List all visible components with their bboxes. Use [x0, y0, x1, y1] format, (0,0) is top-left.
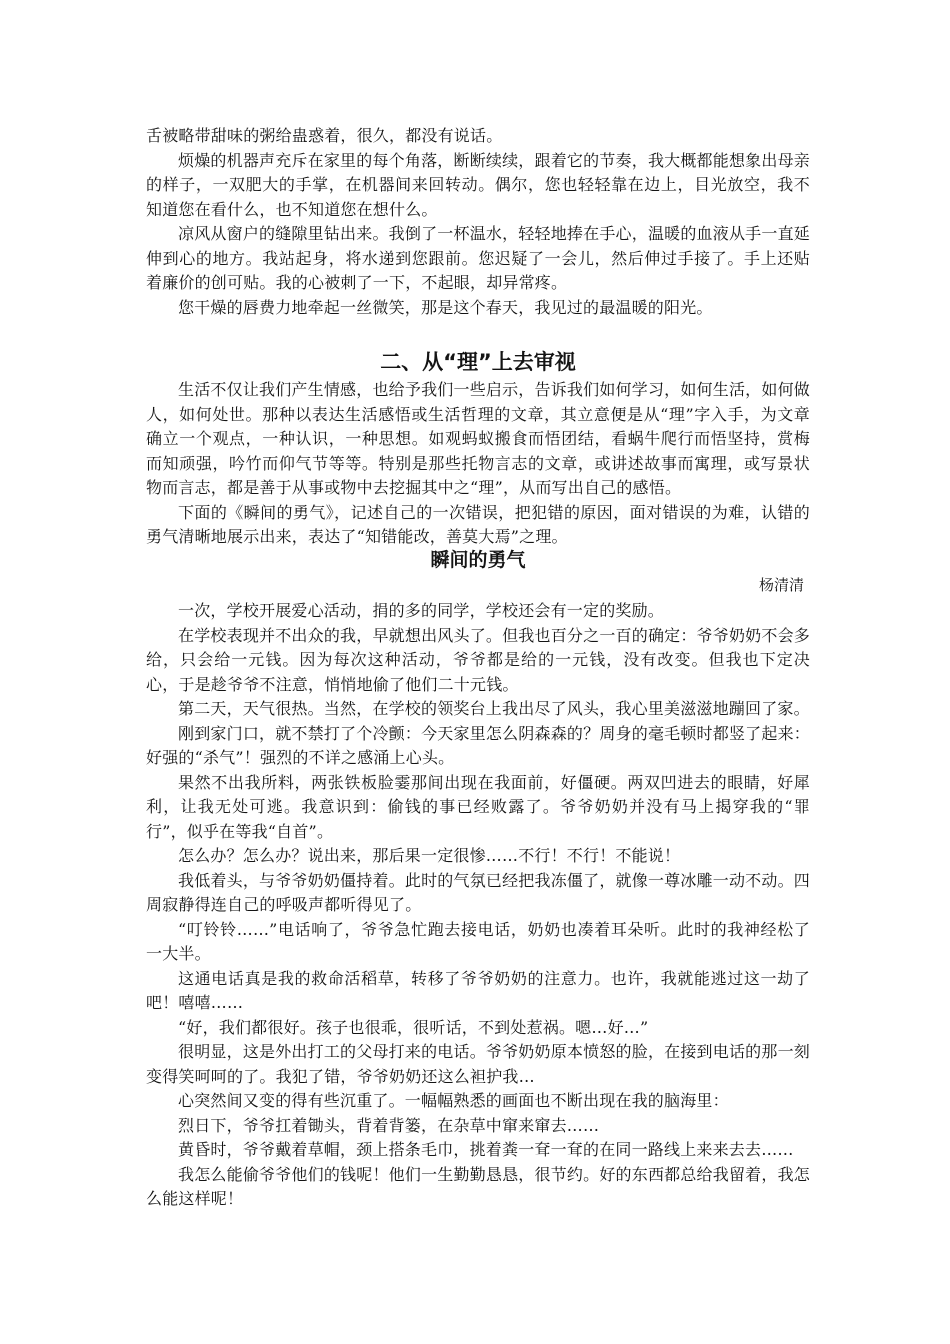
article-body: [146, 599, 810, 1212]
paragraph: 下面的《瞬间的勇气》，记述自己的一次错误，把犯错的原因，面对错误的为难，认错的勇气清晰地展示出来，表达了“知错能改，善莫大焉”之理。: [146, 502, 810, 546]
paragraph: 我低着头，与爷爷奶奶僵持着。此时的气氛已经把我冻僵了，就像一尊冰雕一动不动。四周寂静得连自己的呼吸声都听得见了。: [146, 870, 810, 914]
paragraph: 果然不出我所料，两张铁板脸霎那间出现在我面前，好僵硬。两双凹进去的眼睛，好犀利，让我无处可逃。我意识到：偷钱的事已经败露了。爷爷奶奶并没有马上揭穿我的“罪行”，似乎在等我“自首”。: [146, 772, 810, 841]
paragraph: 心突然间又变的得有些沉重了。一幅幅熟悉的画面也不断出现在我的脑海里：: [178, 1091, 729, 1110]
paragraph: 很明显，这是外出打工的父母打来的电话。爷爷奶奶原本愤怒的脸，在接到电话的那一刻变得笑呵呵的了。我犯了错，爷爷奶奶还这么袒护我…: [146, 1042, 810, 1086]
essay-excerpt: [146, 124, 810, 320]
paragraph: 舌被略带甜味的粥给蛊惑着，很久，都没有说话。: [146, 126, 503, 145]
paragraph: 生活不仅让我们产生情感，也给予我们一些启示，告诉我们如何学习，如何生活，如何做人，如何处世。那种以表达生活感悟或生活哲理的文章，其立意便是从“理”字入手，为文章确立一个观点，一种认识，一种思想。如观蚂蚁搬食而悟团结，看蜗牛爬行而悟坚持，赏梅而知顽强，吟竹而仰气节等等。特别是那些托物言志的文章，或讲述故事而寓理，或写景状物而言志，都是善于从事或物中去挖掘其中之“理”，从而写出自己的感悟。: [146, 380, 810, 497]
section-body: [146, 378, 810, 550]
paragraph: 第二天，天气很热。当然，在学校的领奖台上我出尽了风头，我心里美滋滋地蹦回了家。: [178, 699, 810, 718]
paragraph: 凉风从窗户的缝隙里钻出来。我倒了一杯温水，轻轻地捧在手心，温暖的血液从手一直延伸到心的地方。我站起身，将水递到您跟前。您迟疑了一会儿，然后伸过手接了。手上还贴着廉价的创可贴。我的心被刺了一下，不起眼，却异常疼。: [146, 224, 810, 292]
paragraph: 一次，学校开展爱心活动，捐的多的同学，学校还会有一定的奖励。: [178, 601, 665, 620]
article-title: 瞬间的勇气: [430, 549, 526, 571]
article-author: 杨清清: [758, 576, 804, 594]
paragraph: 这通电话真是我的救命活稻草，转移了爷爷奶奶的注意力。也许，我就能逃过这一劫了吧！嘻嘻……: [146, 968, 810, 1012]
paragraph: 烈日下，爷爷扛着锄头，背着背篓，在杂草中窜来窜去……: [178, 1115, 600, 1135]
paragraph: 我怎么能偷爷爷他们的钱呢！他们一生勤勤恳恳，很节约。好的东西都总给我留着，我怎么能这样呢！: [146, 1164, 810, 1208]
section-heading: 二、从“理”上去审视: [380, 350, 576, 374]
paragraph: 您干燥的唇费力地牵起一丝微笑，那是这个春天，我见过的最温暖的阳光。: [178, 297, 713, 317]
paragraph: 刚到家门口，就不禁打了个冷颤：今天家里怎么阴森森的？周身的毫毛顿时都竖了起来：好强的“杀气”！强烈的不详之感涌上心头。: [146, 723, 810, 767]
paragraph: “好，我们都很好。孩子也很乖，很听话，不到处惹祸。嗯…好…”: [178, 1017, 649, 1037]
paragraph: 怎么办？怎么办？说出来，那后果一定很惨……不行！不行！不能说！: [178, 846, 681, 865]
paragraph: 黄昏时，爷爷戴着草帽，颈上搭条毛巾，挑着粪一耷一耷的在同一路线上来来去去……: [178, 1140, 794, 1159]
paragraph: 烦燥的机器声充斥在家里的每个角落，断断续续，跟着它的节奏，我大概都能想象出母亲的样子，一双肥大的手掌，在机器间来回转动。偶尔，您也轻轻靠在边上，目光放空，我不知道您在看什么，也不知道您在想什么。: [146, 150, 810, 219]
paragraph: 在学校表现并不出众的我，早就想出风头了。但我也百分之一百的确定：爷爷奶奶不会多给，只会给一元钱。因为每次这种活动，爷爷都是给的一元钱，没有改变。但我也下定决心，于是趁爷爷不注意，悄悄地偷了他们二十元钱。: [146, 625, 810, 694]
paragraph: “叮铃铃……”电话响了，爷爷急忙跑去接电话，奶奶也凑着耳朵听。此时的我神经松了一大半。: [146, 919, 810, 963]
